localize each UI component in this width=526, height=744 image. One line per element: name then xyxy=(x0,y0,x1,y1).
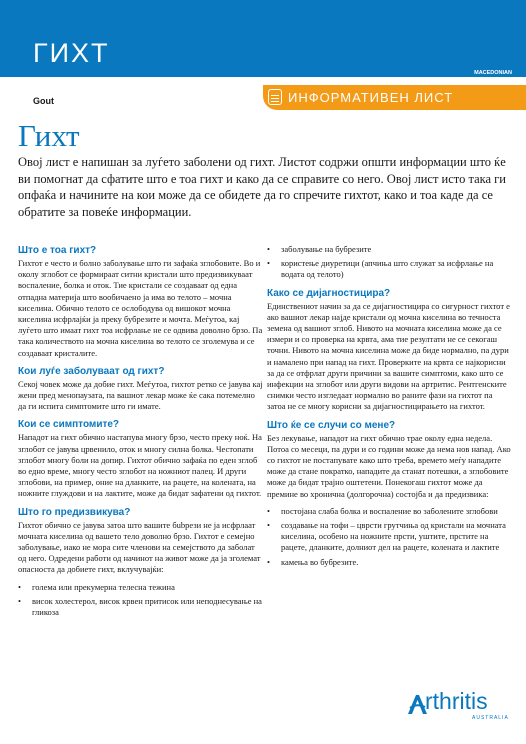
list-item: • голема или прекумерна телесна тежина xyxy=(18,582,263,593)
info-sheet-tab xyxy=(263,85,526,110)
page-title: Гихт xyxy=(18,118,80,153)
section-body-who: Секој човек може да добие гихт. Меѓутоа, гихтот ретко се јавува кај жени пред менопаузата, па вашиот лекар може ќе сака потемелно да ги испита симптомите што ги имате. xyxy=(18,378,263,412)
list-item: • користење диуретици (апчиња што служат за исфрлање на водата од телото) xyxy=(267,258,512,280)
section-body-what: Гихтот е често и болно заболување што ги зафаќа зглобовите. Во и околу зглобот се формираат ситни кристали што предизвикуваат воспаление, болка и оток. Тие кристали се создаваат од една отпадна материја што вообичаено ја има во телото – мочна киселина. Обично телото се ослободува од вишокот мочна киселина исфрлајќи ја преку бубрезите и мочта. Меѓутоа, кај луѓето што имаат гихт тоа исфрлање не се одвива доволно брзо. Па така количеството на мочна киселина во телото се зголемува и се создаваат кристалите. xyxy=(18,258,263,358)
section-body-outcome: Без лекување, нападот на гихт обично трае околу една недела. Потоа со месеци, па дури и со години може да нема нов напад. Ако со гихтот не постапувате како што треба, времето меѓу нападите може да стане пократко, нападите да станат потешки, а зглобовите може да бидат трајно оштетени. Понекогаш гихтот може да премине во хронична (долгорочна) состојба и да предизвика: xyxy=(267,432,511,499)
section-heading-diagnosis: Како се дијагностицира? xyxy=(267,287,391,299)
right-column xyxy=(267,244,512,574)
logo-wordmark: rthritis xyxy=(425,688,488,714)
english-subtitle: Gout xyxy=(33,96,54,106)
language-label: MACEDONIAN xyxy=(474,70,512,76)
intro-paragraph: Овој лист е напишан за луѓето заболени од гихт. Листот содржи општи информации што ќе ви помогнат да сфатите што е тоа гихт и како да се справите со него. Овој лист исто така ги опфаќа и начините на кои може да се обидете да го спречите гихтот, како и тоа каде да се обратите за повеќе информации. xyxy=(18,155,506,219)
logo-subtitle: AUSTRALIA xyxy=(472,715,509,721)
list-item: • висок холестерол, висок крвен притисок или неподнесување на гликоза xyxy=(18,596,263,618)
arthritis-australia-logo xyxy=(405,690,515,730)
list-item: • создавање на тофи – цврсти грутчиња од кристали на мочната киселина, особено на ножните прсти, уштите, прстите на рацете, дланките, долниот дел на рацете, колената и лактите xyxy=(267,520,512,554)
section-body-symptoms: Нападот на гихт обично настапува многу брзо, често преку ноќ. На зглобот се јавува црвенило, оток и многу силна болка. Честопати зглобот многу боли на допир. Гихтот обично зафаќа по еден зглоб во едно време, многу често зглобот на ножниот палец. И други зглобови, на пример, оние на дланките, на рацете, на колената, на ножните глуждови и на лактите, може да бидат зафатени од гихтот. xyxy=(18,432,262,499)
causes-list-continued xyxy=(267,244,512,281)
causes-list xyxy=(18,582,263,619)
section-body-diagnosis: Единствениот начин за да се дијагностицира со сигурност гихтот е ако вашиот лекар најде кристали од мочна киселина во течноста земена од вашиот зглоб. Нивото на мочната киселина може да се измери и со проверка на крвта, ама тие резултати не се секогаш точни. Нивото на мочна киселина може да биде нормално, па дури и намалено при напад на гихт. Проверките на крвта се најкорисни за да се отфрлат други причини за вашите симптоми, како што се инфекции на зглобот или други видови на артритис. Рентгенските снимки често изгледаат нормално во раните фази на гихтот па затоа не се многу корисни за дијагностицирањето на гихтот. xyxy=(267,300,510,412)
header-banner xyxy=(0,0,526,77)
list-item: • постојана слаба болка и воспаление во заболените зглобови xyxy=(267,506,512,517)
left-column xyxy=(18,244,263,624)
document-icon xyxy=(268,89,282,105)
section-heading-causes: Што го предизвикува? xyxy=(18,506,131,518)
section-heading-what: Што е тоа гихт? xyxy=(18,245,97,256)
list-item: • заболување на бубрезите xyxy=(267,244,512,255)
section-heading-symptoms: Кои се симптомите? xyxy=(18,419,120,431)
section-body-causes: Гихтот обично се јавува затоа што вашите бubрези не ја исфрлаат мочната киселина од вашето тело доволно брзо. Гихтот е семејно заболување, иако не мора сите членови на семејството да заболат од него. Одредени работи од начинот на живот може да ја зголемат опасноста да добиете гихт, вклучувајќи: xyxy=(18,519,261,575)
banner-title: ГИХТ xyxy=(33,38,110,68)
list-item: • камења во бубрезите. xyxy=(267,557,512,568)
info-sheet-label: ИНФОРМАТИВЕН ЛИСТ xyxy=(288,90,454,105)
outcome-list xyxy=(267,506,512,568)
section-heading-who: Кои луѓе заболуваат од гихт? xyxy=(18,365,165,377)
section-heading-outcome: Што ќе се случи со мене? xyxy=(267,419,396,431)
